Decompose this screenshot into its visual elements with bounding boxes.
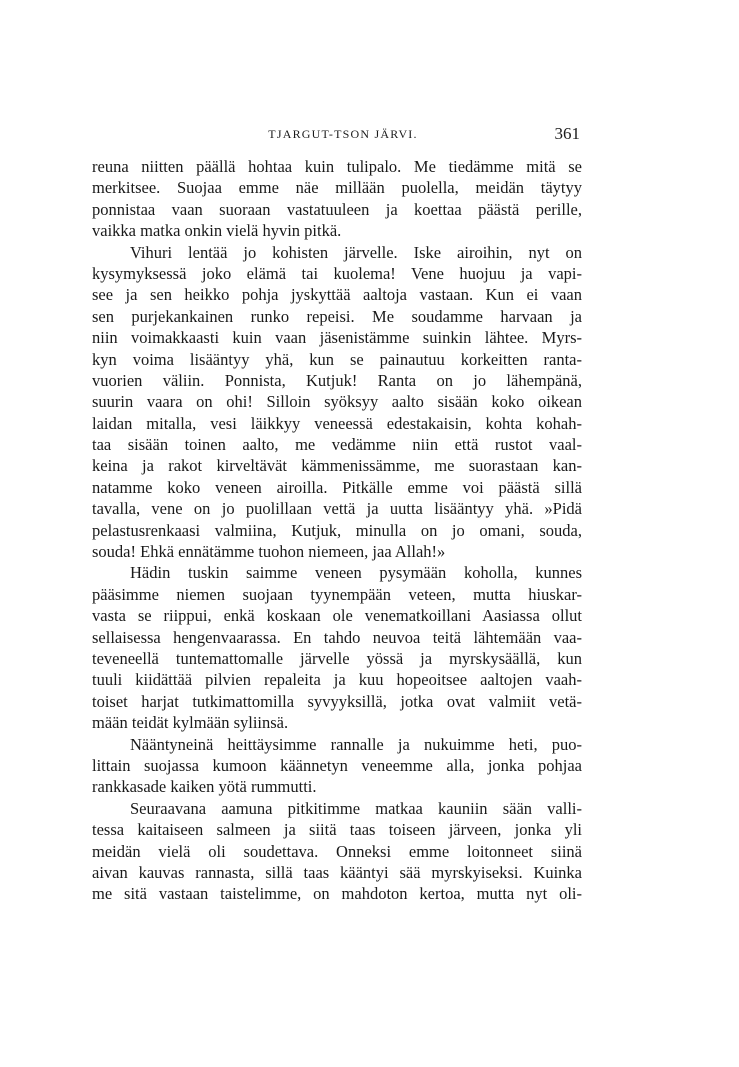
text-line: laidan mitalla, vesi läikkyy veneessä edestakaisin, kohta kohah- xyxy=(92,413,582,433)
page-number: 361 xyxy=(554,124,580,143)
text-line: Seuraavana aamuna pitkitimme matkaa kauniin sään valli- xyxy=(130,798,582,818)
text-line: vuorien väliin. Ponnista, Kutjuk! Ranta on jo lähempänä, xyxy=(92,370,582,390)
text-line: ponnistaa vaan suoraan vastatuuleen ja koettaa päästä perille, xyxy=(92,199,582,219)
text-line: rankkasade kaiken yötä rummutti. xyxy=(92,777,317,797)
running-title: TJARGUT-TSON JÄRVI. xyxy=(268,127,418,141)
text-line: reuna niitten päällä hohtaa kuin tulipalo. Me tiedämme mitä se xyxy=(92,157,582,176)
text-line: taa sisään toinen aalto, me vedämme niin että rustot vaal- xyxy=(92,435,582,455)
text-line: tuuli kiidättää pilvien repaleita ja kuu hopeoitsee aaltojen vaah- xyxy=(92,670,582,690)
text-line: Vihuri lentää jo kohisten järvelle. Iske airoihin, nyt on xyxy=(130,242,582,262)
running-head xyxy=(92,124,582,148)
text-line: vasta se riippui, enkä koskaan ole venematkoillani Aasiassa ollut xyxy=(92,606,582,626)
text-line: niin voimakkaasti kuin vaan jäsenistämme suinkin lähtee. Myrs- xyxy=(92,328,582,348)
text-line: tessa kaitaiseen salmeen ja siitä taas toiseen järveen, jonka yli xyxy=(92,820,582,840)
text-line: Hädin tuskin saimme veneen pysymään koholla, kunnes xyxy=(130,563,582,583)
text-line: sellaisessa hengenvaarassa. En tahdo neuvoa teitä lähtemään vaa- xyxy=(92,627,582,647)
body-text xyxy=(92,156,582,905)
text-line: natamme koko veneen airoilla. Pitkälle emme voi päästä sillä xyxy=(92,477,582,497)
text-line: pääsimme niemen suojaan tyynempään veteen, mutta hiuskar- xyxy=(92,584,582,604)
text-line: teveneellä tuntemattomalle järvelle yössä ja myrskysäällä, kun xyxy=(92,648,582,668)
text-line: kyn voima lisääntyy yhä, kun se painautuu korkeitten ranta- xyxy=(92,349,582,369)
text-line: kysymyksessä joko elämä tai kuolema! Vene huojuu ja vapi- xyxy=(92,263,582,283)
text-line: pelastusrenkaasi valmiina, Kutjuk, minulla on jo omani, souda, xyxy=(92,520,582,540)
text-line: merkitsee. Suojaa emme näe millään puolella, meidän täytyy xyxy=(92,178,582,198)
text-line: sen purjekankainen runko repeisi. Me soudamme harvaan ja xyxy=(92,306,582,326)
text-line: see ja sen heikko pohja jyskyttää aaltoja vastaan. Kun ei vaan xyxy=(92,285,582,305)
text-line: aivan kauvas rannasta, sillä taas kääntyi sää myrskyiseksi. Kuinka xyxy=(92,862,582,882)
text-line: tavalla, vene on jo puolillaan vettä ja uutta lisääntyy yhä. »Pidä xyxy=(92,499,582,519)
text-line: toiset harjat tutkimattomilla syvyyksillä, jotka ovat valmiit vetä- xyxy=(92,691,582,711)
text-line: suurin vaara on ohi! Silloin syöksyy aalto sisään koko oikean xyxy=(92,392,582,412)
text-line: mään teidät kylmään syliinsä. xyxy=(92,713,289,733)
text-line: keina ja rakot kirveltävät kämmenissämme, me suorastaan kan- xyxy=(92,456,582,476)
text-line: Nääntyneinä heittäysimme rannalle ja nukuimme heti, puo- xyxy=(130,734,582,754)
text-line: vaikka matka onkin vielä hyvin pitkä. xyxy=(92,221,342,241)
text-line: meidän vielä oli soudettava. Onneksi emme loitonneet siinä xyxy=(92,841,582,861)
text-line: littain suojassa kumoon käännetyn veneemme alla, jonka pohjaa xyxy=(92,755,582,775)
text-line: souda! Ehkä ennätämme tuohon niemeen, jaa Allah!» xyxy=(92,542,446,562)
text-line: me sitä vastaan taistelimme, on mahdoton kertoa, mutta nyt oli- xyxy=(92,884,582,904)
